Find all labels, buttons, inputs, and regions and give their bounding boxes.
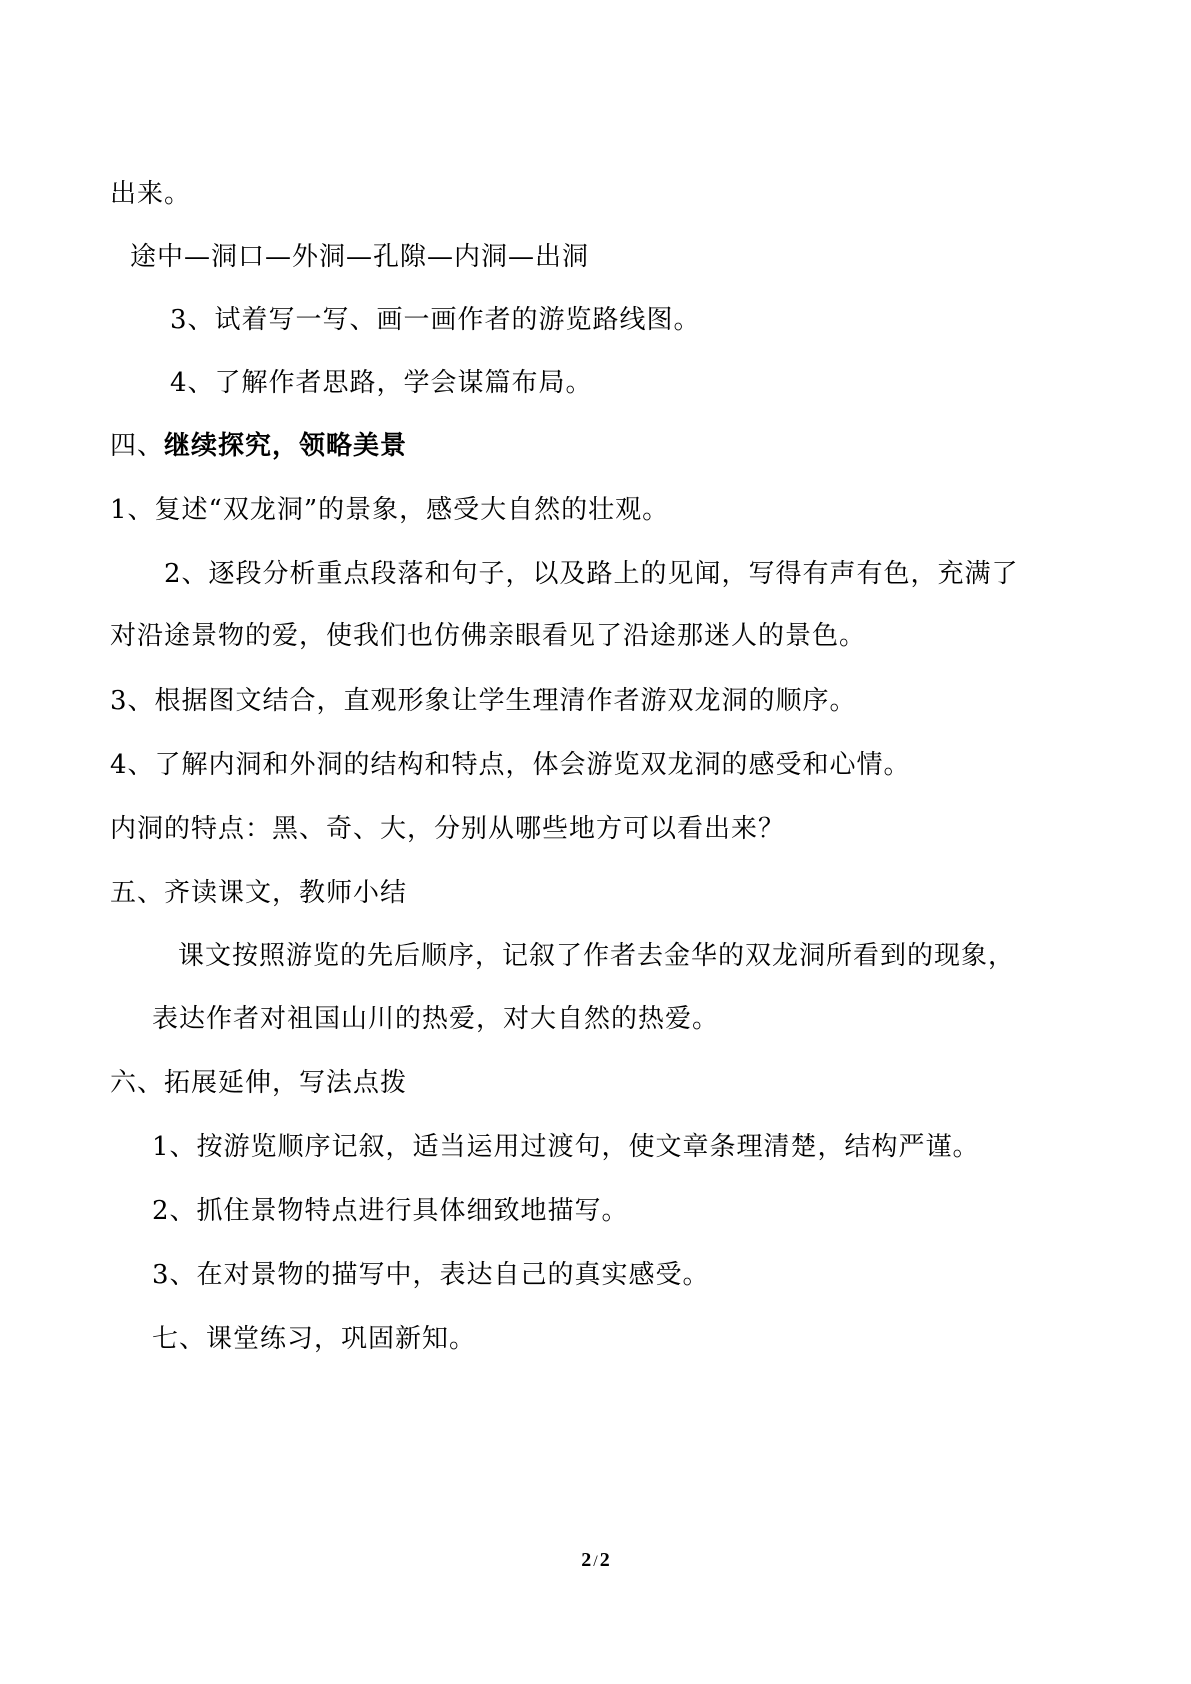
text-line: 表达作者对祖国山川的热爱，对大自然的热爱。	[152, 1004, 720, 1034]
section-heading: 五、齐读课文，教师小结	[110, 878, 408, 908]
page-number	[0, 1548, 1191, 1574]
list-item: 2、逐段分析重点段落和句子，以及路上的见闻，写得有声有色，充满了	[164, 559, 1019, 589]
list-item: 4、了解作者思路，学会谋篇布局。	[170, 368, 593, 398]
list-item: 3、根据图文结合，直观形象让学生理清作者游双龙洞的顺序。	[110, 686, 857, 716]
current-page: 2	[581, 1549, 592, 1571]
list-item: 2、抓住景物特点进行具体细致地描写。	[152, 1196, 629, 1226]
section-title: 继续探究，领略美景	[164, 431, 408, 461]
list-item: 1、复述“双龙洞”的景象，感受大自然的壮观。	[110, 495, 670, 525]
summary-paragraph: 课文按照游览的先后顺序，记叙了作者去金华的双龙洞所看到的现象，	[178, 941, 1016, 971]
list-item: 3、在对景物的描写中，表达自己的真实感受。	[152, 1260, 710, 1290]
list-item: 3、试着写一写、画一画作者的游览路线图。	[170, 305, 701, 335]
section-heading	[110, 430, 407, 462]
total-pages: 2	[599, 1549, 610, 1571]
list-item: 4、了解内洞和外洞的结构和特点，体会游览双龙洞的感受和心情。	[110, 750, 911, 780]
text-line: 出来。	[110, 179, 192, 209]
list-item: 1、按游览顺序记叙，适当运用过渡句，使文章条理清楚，结构严谨。	[152, 1132, 980, 1162]
page-separator: /	[593, 1553, 598, 1570]
section-number: 四、	[110, 431, 165, 461]
section-heading: 七、课堂练习，巩固新知。	[152, 1324, 477, 1354]
route-line: 途中—洞口—外洞—孔隙—内洞—出洞	[130, 242, 590, 272]
text-line: 内洞的特点：黑、奇、大，分别从哪些地方可以看出来？	[110, 814, 786, 844]
text-line: 对沿途景物的爱，使我们也仿佛亲眼看见了沿途那迷人的景色。	[110, 621, 867, 651]
section-heading: 六、拓展延伸，写法点拨	[110, 1068, 408, 1098]
